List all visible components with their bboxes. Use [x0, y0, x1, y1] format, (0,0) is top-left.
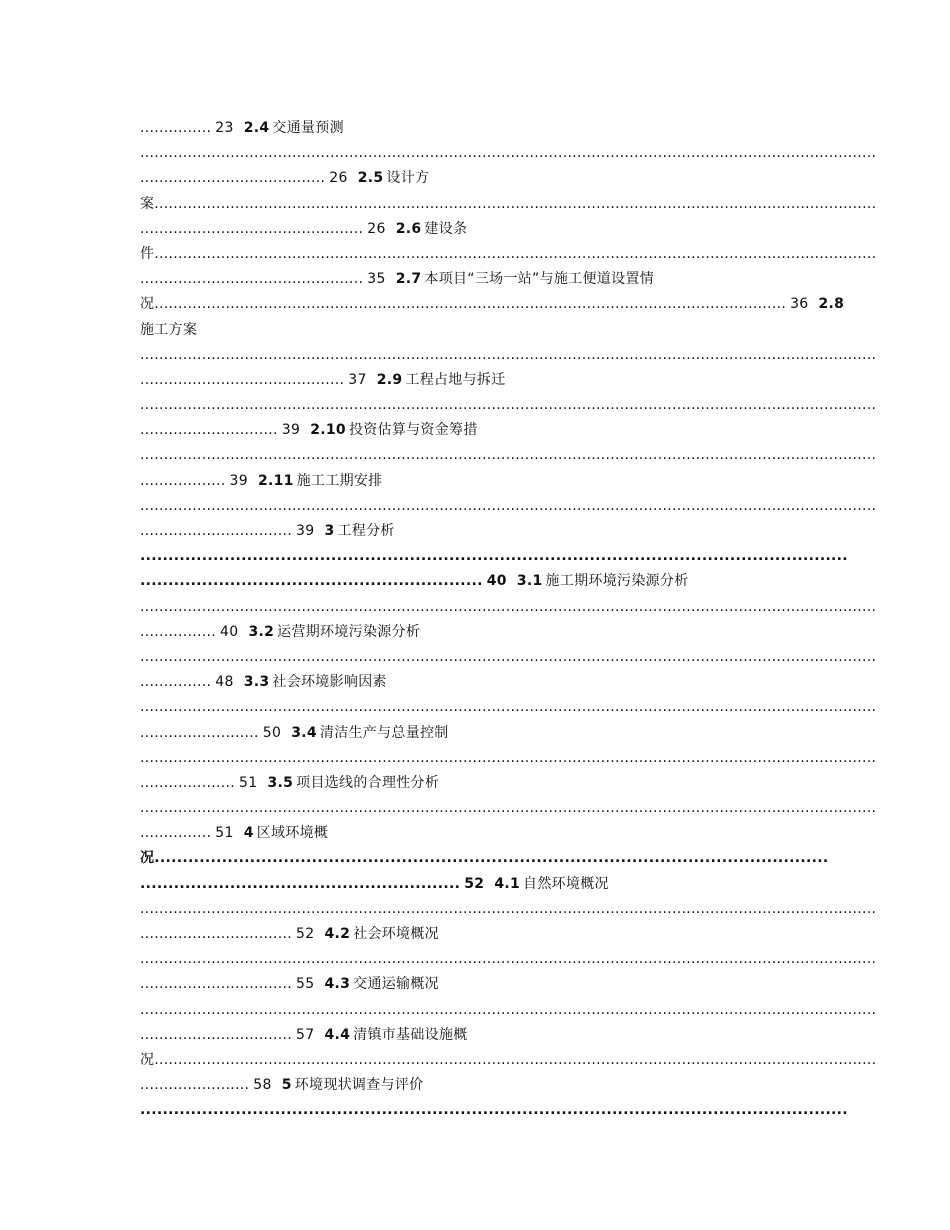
- toc-line[interactable]: [140, 242, 877, 267]
- toc-leader: ..................: [140, 472, 226, 489]
- toc-line[interactable]: [140, 821, 808, 846]
- toc-line[interactable]: [140, 217, 808, 242]
- toc-page-number: 39: [296, 523, 315, 539]
- toc-section-number: 2.6: [395, 220, 422, 237]
- toc-line[interactable]: [140, 443, 877, 468]
- toc-line[interactable]: [140, 846, 829, 871]
- toc-page-number: 36: [790, 296, 809, 313]
- toc-line[interactable]: [140, 368, 808, 393]
- toc-leader: .........................: [140, 724, 259, 741]
- toc-page-number: 51: [239, 774, 258, 791]
- toc-line[interactable]: [140, 695, 877, 720]
- toc-section-number: 2.9: [376, 371, 403, 388]
- toc-leader: ...........................................................................................................................................................: [140, 346, 877, 363]
- toc-section-number: 3.2: [248, 623, 275, 640]
- toc-leader: ................................: [140, 976, 293, 993]
- toc-line[interactable]: [140, 1048, 877, 1073]
- toc-line[interactable]: [140, 569, 808, 594]
- toc-leader: ...............: [140, 825, 212, 842]
- toc-section-title: 自然环境概况: [523, 875, 609, 892]
- toc-line[interactable]: [140, 947, 877, 972]
- toc-leader: ...........................................................................................................................................................: [140, 699, 877, 716]
- toc-leader: ...........................................................................................................................................................: [140, 447, 877, 464]
- toc-section-number: 3.3: [243, 674, 270, 691]
- toc-section-title: 区域环境概: [256, 825, 329, 842]
- toc-section-number: 3: [324, 523, 335, 539]
- toc-leader: ................................: [140, 523, 293, 539]
- toc-leader: 况........................................................................................................................: [140, 850, 829, 867]
- toc-leader: ...........................................: [140, 371, 345, 388]
- toc-section-title: 工程分析: [337, 523, 395, 539]
- toc-leader: .............................: [140, 422, 278, 439]
- toc-line[interactable]: [140, 318, 808, 343]
- toc-leader: ...............................................: [140, 220, 364, 237]
- toc-line[interactable]: [140, 267, 808, 292]
- toc-line[interactable]: [140, 998, 877, 1023]
- toc-leader: ...........................................................................................................................................................: [140, 749, 877, 766]
- toc-section-title: 交通运输概况: [353, 976, 439, 993]
- toc-line[interactable]: [140, 872, 808, 897]
- toc-section-number: 3.4: [291, 724, 317, 741]
- toc-leader: ................: [140, 623, 217, 640]
- toc-leader: ..............................................................................................................................: [140, 548, 848, 565]
- toc-leader: ...........................................................................................................................................................: [140, 598, 877, 615]
- toc-line[interactable]: [140, 141, 877, 166]
- toc-line[interactable]: [140, 897, 877, 922]
- toc-leader: 件........................................................................................................................................................: [140, 245, 877, 262]
- toc-line[interactable]: [140, 116, 808, 141]
- toc-page-number: 40: [220, 623, 239, 640]
- toc-section-number: 5: [281, 1077, 292, 1094]
- toc-line[interactable]: [140, 393, 877, 418]
- toc-leader: ...........................................................................................................................................................: [140, 397, 877, 414]
- toc-leader: ...............: [140, 674, 212, 691]
- toc-page-number: 55: [296, 976, 315, 993]
- toc-section-title: 施工期环境污染源分析: [545, 573, 689, 590]
- toc-section-title: 工程占地与拆迁: [405, 371, 506, 388]
- toc-section-title: 社会环境影响因素: [272, 674, 387, 691]
- toc-line[interactable]: [140, 1073, 808, 1098]
- toc-page-number: 23: [215, 120, 234, 136]
- toc-leader: 况.....................................................................................................................................: [140, 296, 787, 313]
- toc-leader: 施工方案: [140, 321, 198, 338]
- toc-page-number: 48: [215, 674, 234, 691]
- toc-line[interactable]: [140, 166, 808, 191]
- toc-line[interactable]: [140, 292, 845, 317]
- toc-section-number: 4: [243, 825, 254, 842]
- toc-leader: .......................: [140, 1077, 250, 1094]
- toc-leader: 况........................................................................................................................................................: [140, 1051, 877, 1068]
- toc-leader: ...............: [140, 120, 212, 136]
- toc-section-number: 3.5: [267, 774, 294, 791]
- toc-section-title: 交通量预测: [272, 120, 344, 136]
- toc-leader: ...........................................................................................................................................................: [140, 1001, 877, 1018]
- toc-page-number: 35: [367, 271, 386, 288]
- toc-section-title: 项目选线的合理性分析: [296, 774, 440, 791]
- toc-leader: ...............................................: [140, 271, 364, 288]
- toc-leader: .............................................................: [140, 573, 483, 590]
- toc-page-number: 39: [281, 422, 301, 439]
- toc-line[interactable]: [140, 494, 877, 519]
- toc-leader: ...........................................................................................................................................................: [140, 900, 877, 917]
- toc-line[interactable]: [140, 343, 877, 368]
- toc-line[interactable]: [140, 595, 877, 620]
- toc-line[interactable]: [140, 192, 877, 217]
- toc-section-number: 2.8: [818, 296, 845, 313]
- toc-leader: ..............................................................................................................................: [140, 1102, 848, 1119]
- toc-section-number: 4.2: [324, 926, 351, 942]
- toc-line[interactable]: [140, 721, 808, 746]
- toc-section-title: 本项目“三场一站”与施工便道设置情: [424, 271, 654, 288]
- toc-page-number: 39: [229, 472, 248, 489]
- toc-leader: .........................................................: [140, 875, 461, 892]
- toc-line[interactable]: [140, 519, 808, 544]
- toc-line[interactable]: [140, 796, 877, 821]
- toc-line[interactable]: [140, 670, 808, 695]
- toc-section-title: 投资估算与资金筹措: [348, 422, 478, 439]
- toc-leader: 案........................................................................................................................................................: [140, 195, 877, 212]
- toc-line[interactable]: [140, 972, 808, 997]
- toc-leader: ...........................................................................................................................................................: [140, 497, 877, 514]
- toc-line[interactable]: [140, 469, 808, 494]
- toc-leader: ................................: [140, 926, 293, 942]
- toc-section-number: 2.11: [257, 472, 294, 489]
- toc-section-number: 4.3: [324, 976, 351, 993]
- toc-page-number: 51: [215, 825, 234, 842]
- toc-section-title: 建设条: [424, 220, 468, 237]
- toc-line[interactable]: [140, 746, 877, 771]
- toc-section-number: 2.4: [243, 120, 270, 136]
- toc-section-number: 2.5: [357, 170, 384, 187]
- toc-section-title: 环境现状调查与评价: [294, 1077, 424, 1094]
- toc-leader: ................................: [140, 1026, 293, 1043]
- toc-page-number: 52: [296, 926, 315, 942]
- toc-line[interactable]: [140, 645, 877, 670]
- toc-page-number: 52: [464, 875, 485, 892]
- toc-leader: ...........................................................................................................................................................: [140, 800, 877, 817]
- toc-page-number: 57: [296, 1026, 315, 1043]
- toc-page-number: 58: [253, 1077, 272, 1094]
- toc-line[interactable]: [140, 1098, 848, 1123]
- toc-leader: ...........................................................................................................................................................: [140, 145, 877, 162]
- toc-page-number: 40: [486, 573, 507, 590]
- toc-section-title: 清洁生产与总量控制: [319, 724, 449, 741]
- toc-line[interactable]: [140, 544, 848, 569]
- toc-line[interactable]: [140, 771, 808, 796]
- toc-section-number: 4.4: [324, 1026, 351, 1043]
- toc-line[interactable]: [140, 418, 808, 443]
- toc-leader: .......................................: [140, 170, 326, 187]
- toc-section-number: 2.7: [395, 271, 422, 288]
- toc-line[interactable]: [140, 1023, 808, 1048]
- toc-leader: ...........................................................................................................................................................: [140, 648, 877, 665]
- toc-section-title: 施工工期安排: [296, 472, 383, 489]
- toc-section-number: 2.10: [310, 422, 346, 439]
- toc-page-number: 50: [262, 724, 282, 741]
- toc-page: [140, 116, 877, 1124]
- toc-line[interactable]: [140, 922, 808, 947]
- toc-line[interactable]: [140, 620, 808, 645]
- toc-section-title: 社会环境概况: [353, 926, 439, 942]
- toc-section-number: 4.1: [494, 875, 521, 892]
- toc-leader: ....................: [140, 774, 236, 791]
- toc-section-number: 3.1: [516, 573, 543, 590]
- toc-page-number: 26: [329, 170, 348, 187]
- toc-page-number: 37: [348, 371, 367, 388]
- toc-section-title: 运营期环境污染源分析: [277, 623, 421, 640]
- toc-section-title: 设计方: [386, 170, 430, 187]
- toc-leader: ...........................................................................................................................................................: [140, 951, 877, 968]
- toc-page-number: 26: [367, 220, 386, 237]
- toc-section-title: 清镇市基础设施概: [353, 1026, 468, 1043]
